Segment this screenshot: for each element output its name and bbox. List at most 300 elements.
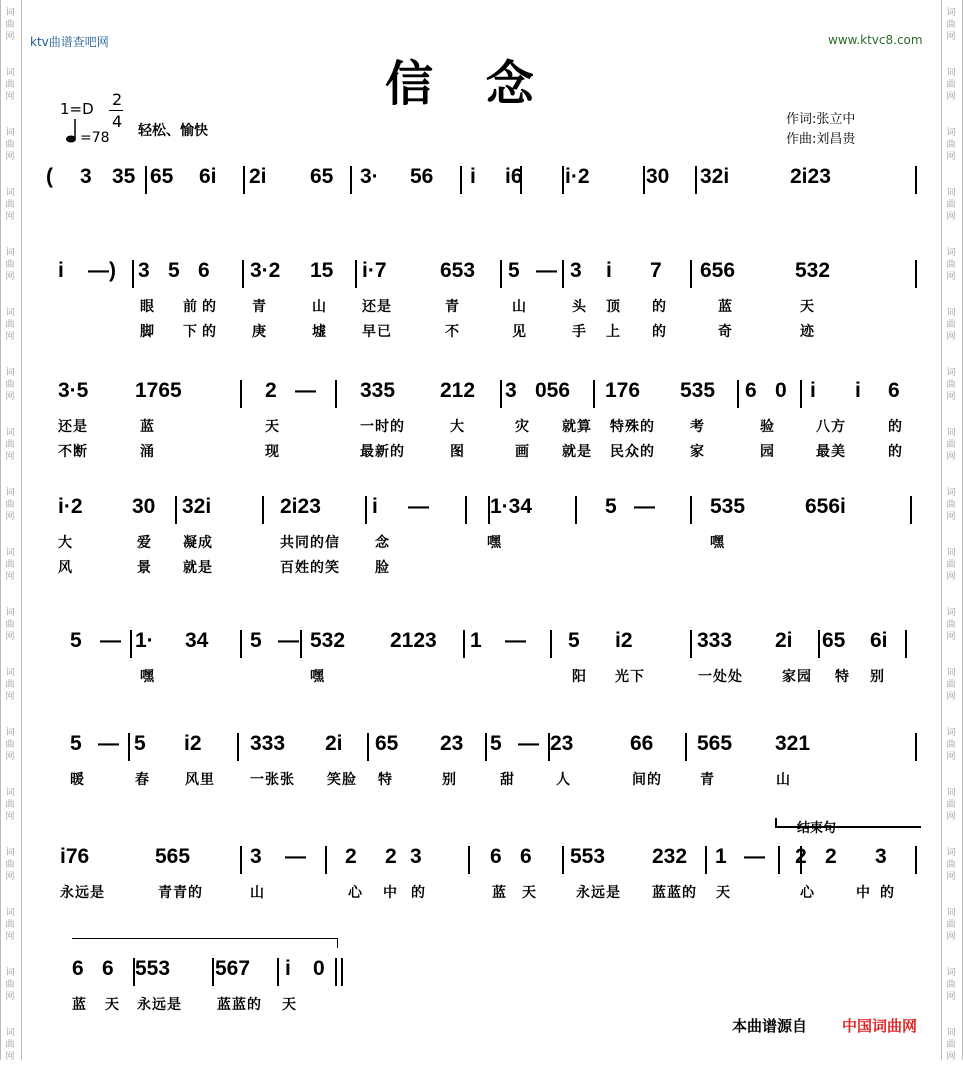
lyric-syllable: 暖 [70,772,85,788]
note-group: 6 [888,379,900,402]
bar-line [915,733,917,761]
bar-line [818,630,820,658]
lyric-syllable: 天 [282,997,297,1013]
bar-line [367,733,369,761]
lyric-syllable: 图 [450,444,465,460]
bar-line [212,958,214,986]
side-watermark-char: 网 [5,752,15,762]
note-group: — [278,629,299,652]
side-watermark-char: 词 [5,308,15,318]
bar-line [705,846,707,874]
note-group: 66 [630,732,654,755]
ending-bracket-hook [775,818,777,828]
note-group: 6i [870,629,888,652]
lyric-syllable: 的 [202,324,217,340]
note-group: 333 [250,732,286,755]
lyric-syllable: 前 [183,299,198,315]
lyric-syllable: 天 [265,419,280,435]
note-group: 5 [134,732,146,755]
quarter-note-icon [64,118,78,144]
lyric-syllable: 考 [690,419,705,435]
side-watermark-char: 词 [946,488,956,498]
lyric-syllable: 嘿 [487,535,502,551]
side-watermark-char: 词 [5,488,15,498]
side-watermark-char: 曲 [946,380,956,390]
side-watermark-char: 网 [946,152,956,162]
lyric-syllable: 迹 [800,324,815,340]
note-group: 1· [135,629,154,652]
note-group: 5 [168,259,180,282]
lyric-syllable: 家 [690,444,705,460]
watermark-left-text: ktv曲谱查吧网 [30,35,109,49]
side-watermark-char: 词 [946,128,956,138]
note-group: i [855,379,861,402]
side-watermark-char: 曲 [946,140,956,150]
bar-line [905,630,907,658]
note-group: 3 [570,259,582,282]
side-watermark-char: 曲 [5,920,15,930]
side-watermark-char: 曲 [946,980,956,990]
note-group: 23 [440,732,464,755]
note-group: i6 [505,165,523,188]
bar-line [240,846,242,874]
bar-line [175,496,177,524]
bar-line [130,630,132,658]
bar-line [520,166,522,194]
note-group: 553 [570,845,606,868]
bar-line [915,846,917,874]
side-watermark-char: 词 [5,668,15,678]
side-watermark-char: 网 [946,272,956,282]
side-watermark-char: 网 [946,752,956,762]
bar-line [548,733,550,761]
lyric-syllable: 间的 [632,772,662,788]
note-group: 32i [700,165,730,188]
note-group: — [744,845,765,868]
lyric-syllable: 蓝 [718,299,733,315]
side-watermark-char: 词 [946,668,956,678]
note-group: i2 [184,732,202,755]
time-signature-top: 2 [112,90,123,109]
side-watermark-char: 词 [5,548,15,558]
side-watermark-char: 网 [946,992,956,1002]
score-row [0,950,963,1070]
note-group: 2i [325,732,343,755]
side-watermark-char: 曲 [5,20,15,30]
side-watermark-char: 曲 [946,200,956,210]
tempo-marking: =78 [80,130,110,146]
note-group: 176 [605,379,641,402]
side-watermark-char: 网 [946,812,956,822]
side-watermark-char: 曲 [946,500,956,510]
bar-line [685,733,687,761]
note-group: 6i [199,165,217,188]
note-group: 565 [697,732,733,755]
note-group: 232 [652,845,688,868]
note-group: 30 [132,495,156,518]
side-watermark-char: 词 [946,188,956,198]
lyric-syllable: 就是 [183,560,213,576]
side-watermark-char: 网 [946,92,956,102]
bar-line [485,733,487,761]
note-group: — [536,259,557,282]
side-watermark-char: 网 [5,512,15,522]
lyric-syllable: 光下 [615,669,645,685]
lyric-syllable: 还是 [58,419,88,435]
note-group: 65 [310,165,334,188]
lyric-syllable: 特殊的 [610,419,655,435]
note-group: 2123 [390,629,437,652]
note-group: — [634,495,655,518]
lyric-syllable: 天 [800,299,815,315]
side-watermark-char: 网 [946,572,956,582]
note-group: i [372,495,378,518]
note-group: 212 [440,379,476,402]
lyric-syllable: 一时的 [360,419,405,435]
side-watermark-char: 词 [946,248,956,258]
lyric-syllable: 蓝 [72,997,87,1013]
lyric-syllable: 蓝 [140,419,155,435]
note-group: 2i [249,165,267,188]
note-group: 2i23 [790,165,831,188]
note-group: i [285,957,291,980]
lyric-syllable: 还是 [362,299,392,315]
side-watermark-char: 词 [5,68,15,78]
note-group: 0 [775,379,787,402]
bar-line [500,260,502,288]
side-watermark-char: 词 [946,8,956,18]
bar-line [690,260,692,288]
lyric-syllable: 永远是 [60,885,105,901]
bar-line [643,166,645,194]
lyric-syllable: 最新的 [360,444,405,460]
side-watermark-char: 词 [5,428,15,438]
side-watermark-char: 网 [5,1052,15,1062]
side-watermark-char: 网 [5,92,15,102]
side-watermark-char: 曲 [946,560,956,570]
lyric-syllable: 见 [512,324,527,340]
lyric-syllable: 嘿 [140,669,155,685]
note-group: 3 [250,845,262,868]
expression-marking: 轻松、愉快 [138,123,208,139]
bar-line [128,733,130,761]
footer-site-name: 中国词曲网 [842,1017,918,1035]
watermark-right-url: www.ktvc8.com [828,33,923,47]
bar-line [350,166,352,194]
bar-line [500,380,502,408]
lyric-syllable: 青青的 [158,885,203,901]
note-group: 3 [138,259,150,282]
bar-line [800,380,802,408]
lyric-syllable: 中 [383,885,398,901]
bar-line [300,630,302,658]
lyric-syllable: 一处处 [698,669,743,685]
side-watermark-char: 词 [946,308,956,318]
side-watermark-char: 网 [5,272,15,282]
lyric-syllable: 手 [572,324,587,340]
note-group: 6 [198,259,210,282]
lyric-syllable: 蓝蓝的 [652,885,697,901]
footer-source-text: 本曲谱源自 [732,1017,808,1035]
side-watermark-char: 曲 [946,80,956,90]
lyric-syllable: 特 [378,772,393,788]
side-watermark-char: 曲 [946,320,956,330]
note-group: 1 [715,845,727,868]
bar-line [133,958,135,986]
note-group: 333 [697,629,733,652]
side-watermark-char: 曲 [946,20,956,30]
lyric-syllable: 别 [442,772,457,788]
lyric-syllable: 脸 [375,560,390,576]
side-watermark-char: 网 [5,152,15,162]
bar-line [237,733,239,761]
lyric-syllable: 阳 [572,669,587,685]
note-group: 567 [215,957,251,980]
side-watermark-char: 网 [5,212,15,222]
lyric-syllable: 蓝蓝的 [217,997,262,1013]
side-watermark-char: 网 [946,452,956,462]
lyric-syllable: 八方 [816,419,846,435]
side-watermark-char: 曲 [5,320,15,330]
note-group: i [58,259,64,282]
side-watermark-char: 词 [5,368,15,378]
side-watermark-char: 网 [5,812,15,822]
lyric-syllable: 永远是 [576,885,621,901]
bar-line [341,958,343,986]
side-watermark-char: 词 [5,788,15,798]
note-group: 335 [360,379,396,402]
note-group: i76 [60,845,90,868]
bar-line [910,496,912,524]
note-group: 535 [710,495,746,518]
side-watermark-char: 网 [5,932,15,942]
lyric-syllable: 庚 [252,324,267,340]
side-watermark-char: 网 [5,32,15,42]
side-watermark-char: 曲 [5,800,15,810]
lyric-syllable: 中 [856,885,871,901]
score-row [0,488,963,608]
lyric-syllable: 特 [835,669,850,685]
side-watermark-char: 网 [946,512,956,522]
note-group: 65 [375,732,399,755]
side-watermark-char: 网 [946,1052,956,1062]
lyric-syllable: 最美 [816,444,846,460]
lyric-syllable: 爱 [137,535,152,551]
bar-line [145,166,147,194]
side-watermark-char: 词 [5,128,15,138]
note-group: — [285,845,306,868]
lyric-syllable: 春 [135,772,150,788]
lyric-syllable: 蓝 [492,885,507,901]
side-watermark-char: 词 [946,728,956,738]
lyric-syllable: 不断 [58,444,88,460]
composer-credit: 作曲:刘昌贵 [786,132,856,147]
side-watermark-char: 曲 [946,860,956,870]
lyric-syllable: 青 [700,772,715,788]
note-group: 23 [550,732,574,755]
lyric-syllable: 大 [58,535,73,551]
note-group: 535 [680,379,716,402]
note-group: 2 [265,379,277,402]
lyric-syllable: 山 [250,885,265,901]
note-group: 2 [345,845,357,868]
bar-line [335,958,337,986]
side-watermark-char: 曲 [5,560,15,570]
lyric-syllable: 画 [515,444,530,460]
lyric-syllable: 就算 [562,419,592,435]
side-watermark-char: 词 [5,848,15,858]
side-watermark-char: 网 [5,392,15,402]
note-group: 2 [825,845,837,868]
lyric-syllable: 现 [265,444,280,460]
note-group: 553 [135,957,171,980]
note-group: i [810,379,816,402]
lyric-syllable: 家园 [782,669,812,685]
note-group: 3 [410,845,422,868]
bar-line [465,496,467,524]
side-watermark-char: 词 [5,248,15,258]
lyric-syllable: 奇 [718,324,733,340]
lyric-syllable: 天 [522,885,537,901]
key-signature: 1=D [60,100,94,118]
note-group: —) [88,259,116,282]
bar-line [915,166,917,194]
note-group: 5 [490,732,502,755]
side-watermark-char: 词 [946,368,956,378]
lyric-syllable: 风 [58,560,73,576]
note-group: 32i [182,495,212,518]
side-watermark-char: 网 [946,32,956,42]
lyric-syllable: 甜 [500,772,515,788]
score-row [0,252,963,372]
side-watermark-char: 网 [5,992,15,1002]
note-group: — [98,732,119,755]
note-group: — [100,629,121,652]
bar-line [690,496,692,524]
lyric-syllable: 别 [870,669,885,685]
note-group: i·2 [58,495,83,518]
side-watermark-char: 词 [946,428,956,438]
side-watermark-char: 词 [5,968,15,978]
note-group: 6 [490,845,502,868]
side-watermark-char: 词 [5,908,15,918]
side-watermark-char: 词 [5,188,15,198]
bar-line [800,846,802,874]
note-group: 656 [700,259,736,282]
side-watermark-char: 词 [946,608,956,618]
note-group: 532 [310,629,346,652]
side-watermark-char: 曲 [946,800,956,810]
lyric-syllable: 民众的 [610,444,655,460]
side-watermark-char: 词 [946,788,956,798]
lyric-syllable: 下 [183,324,198,340]
lyric-syllable: 山 [312,299,327,315]
note-group: — [408,495,429,518]
bar-line [325,846,327,874]
side-watermark-char: 网 [5,452,15,462]
lyric-syllable: 灾 [515,419,530,435]
side-watermark-char: 网 [946,632,956,642]
lyric-syllable: 的 [411,885,426,901]
lyric-syllable: 嘿 [710,535,725,551]
note-group: 30 [646,165,670,188]
bar-line [262,496,264,524]
note-group: 2i [775,629,793,652]
note-group: 7 [650,259,662,282]
lyric-syllable: 脚 [140,324,155,340]
lyric-syllable: 的 [202,299,217,315]
lyric-syllable: 念 [375,535,390,551]
bar-line [242,260,244,288]
lyric-syllable: 不 [445,324,460,340]
note-group: 653 [440,259,476,282]
side-watermark-char: 曲 [5,860,15,870]
side-watermark-char: 词 [5,8,15,18]
side-watermark-char: 词 [946,548,956,558]
lyric-syllable: 上 [606,324,621,340]
note-group: 15 [310,259,334,282]
side-watermark-char: 网 [5,872,15,882]
side-watermark-char: 曲 [5,380,15,390]
note-group: 1765 [135,379,182,402]
note-group: 5 [70,629,82,652]
lyric-syllable: 心 [800,885,815,901]
note-group: 2 [795,845,807,868]
side-watermark-char: 曲 [5,80,15,90]
side-watermark-char: 词 [946,1028,956,1038]
side-watermark-char: 曲 [5,440,15,450]
note-group: 0 [313,957,325,980]
lyric-syllable: 山 [512,299,527,315]
bar-line [132,260,134,288]
bar-line [562,166,564,194]
bar-line [562,846,564,874]
note-group: 3·5 [58,379,89,402]
lyricist-credit: 作词:张立中 [786,112,856,127]
side-watermark-char: 网 [946,932,956,942]
lyric-syllable: 大 [450,419,465,435]
note-group: 532 [795,259,831,282]
lyric-syllable: 人 [556,772,571,788]
side-watermark-char: 网 [946,332,956,342]
note-group: — [295,379,316,402]
lyric-syllable: 的 [652,324,667,340]
lyric-syllable: 墟 [312,324,327,340]
note-group: 6 [72,957,84,980]
note-group: 34 [185,629,209,652]
score-row [0,622,963,742]
lyric-syllable: 的 [652,299,667,315]
side-watermark-char: 曲 [946,440,956,450]
side-watermark-char: 曲 [5,140,15,150]
bar-line [365,496,367,524]
bar-line [240,630,242,658]
note-group: i2 [615,629,633,652]
side-watermark-char: 词 [946,908,956,918]
bar-line [463,630,465,658]
note-group: 6 [102,957,114,980]
bar-line [562,260,564,288]
time-signature-line [109,110,123,111]
side-watermark-char: 曲 [946,1040,956,1050]
lyric-syllable: 凝成 [183,535,213,551]
lyric-syllable: 就是 [562,444,592,460]
lyric-syllable: 验 [760,419,775,435]
side-watermark-char: 网 [5,332,15,342]
note-group: 321 [775,732,811,755]
note-group: 1·34 [490,495,533,518]
side-watermark-char: 词 [5,608,15,618]
